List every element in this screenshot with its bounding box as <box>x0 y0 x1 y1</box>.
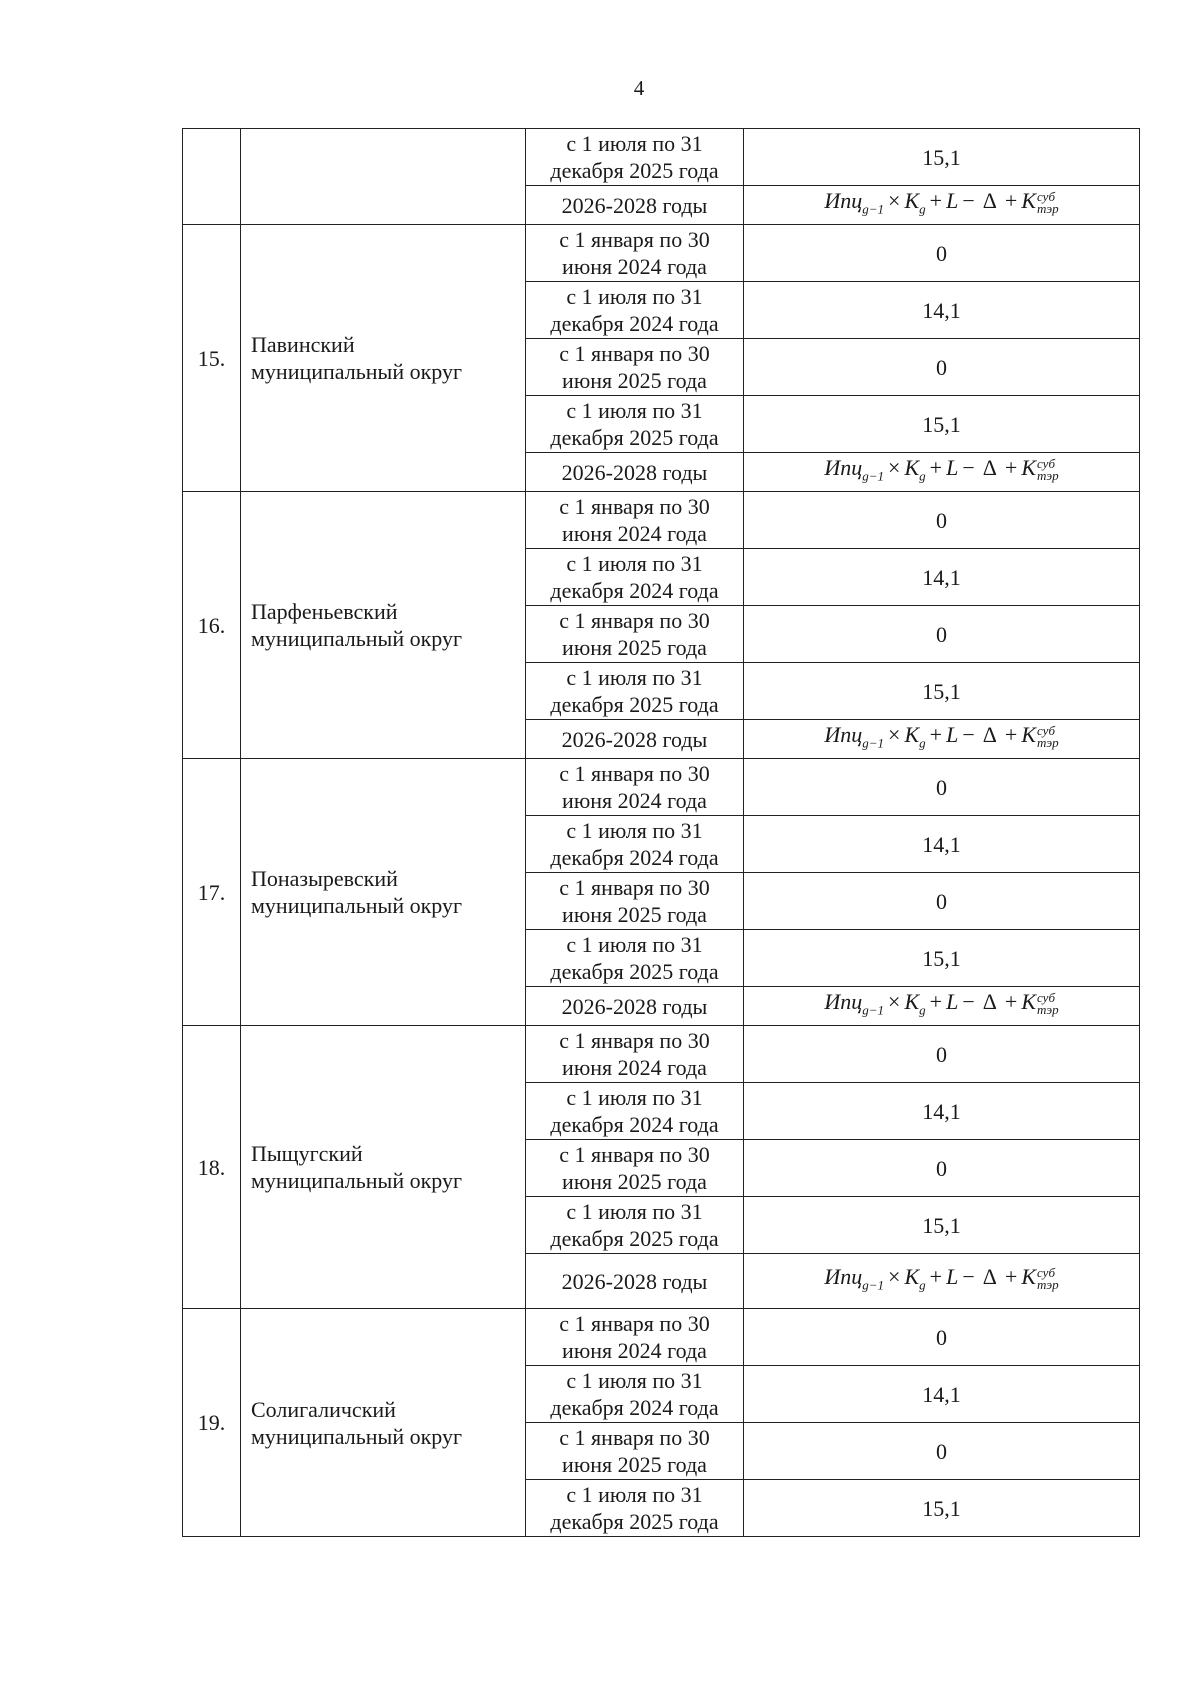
formula-scripts <box>1037 191 1059 215</box>
period-cell <box>526 1480 744 1537</box>
formula-part: + <box>1004 188 1018 214</box>
district-number-text: 15. <box>197 345 226 371</box>
district-name <box>241 1026 526 1309</box>
formula-scripts <box>1037 725 1059 749</box>
period-line: 2026-2028 годы <box>561 993 708 1019</box>
value-text: 15,1 <box>922 1212 961 1238</box>
formula-sup: суб <box>1037 189 1055 205</box>
district-name-line: Поназыревский <box>251 866 398 891</box>
formula-part: K <box>904 989 920 1015</box>
period-cell <box>526 663 744 720</box>
tariff-table <box>182 128 1140 1537</box>
formula-part: K <box>1021 989 1036 1015</box>
period-line: июня 2025 года <box>562 635 707 660</box>
period-line: июня 2024 года <box>562 788 707 813</box>
period-cell <box>526 396 744 453</box>
formula-part: Ипц <box>824 722 863 748</box>
value-text: 15,1 <box>922 144 961 170</box>
value-text: 14,1 <box>922 831 961 857</box>
value-cell <box>744 759 1140 816</box>
formula-sub: тэр <box>1037 1277 1059 1293</box>
formula-part: + <box>1004 722 1018 748</box>
period-line: июня 2025 года <box>562 902 707 927</box>
formula-part: × <box>888 722 901 748</box>
period-cell <box>526 987 744 1026</box>
value-text: 14,1 <box>922 297 961 323</box>
district-name-line: муниципальный округ <box>251 893 463 918</box>
formula-part: + <box>929 1264 943 1290</box>
period-line: с 1 января по 30 <box>559 1311 710 1336</box>
period-line: с 1 января по 30 <box>559 1425 710 1450</box>
formula-part: L <box>946 1264 959 1290</box>
formula-part: Δ <box>982 989 997 1015</box>
period-line: 2026-2028 годы <box>561 726 708 752</box>
period-line: 2026-2028 годы <box>561 1268 708 1294</box>
period-cell <box>526 606 744 663</box>
value-cell <box>744 225 1140 282</box>
value-cell <box>744 1480 1140 1537</box>
formula-part: Δ <box>982 455 997 481</box>
formula-scripts <box>1037 992 1059 1016</box>
formula-part: Δ <box>982 1264 997 1290</box>
formula-part: − <box>962 1264 975 1290</box>
formula-part: Δ <box>982 188 997 214</box>
district-name-line: муниципальный округ <box>251 626 463 651</box>
value-cell <box>744 396 1140 453</box>
value-text: 0 <box>936 1324 947 1350</box>
formula-part: L <box>946 989 959 1015</box>
period-cell <box>526 1197 744 1254</box>
period-cell <box>526 930 744 987</box>
period-line: с 1 июля по 31 <box>566 551 703 576</box>
value-text: 0 <box>936 1155 947 1181</box>
district-number <box>183 759 241 1026</box>
formula-part: K <box>904 1264 920 1290</box>
formula-part: L <box>946 188 959 214</box>
period-line: с 1 января по 30 <box>559 341 710 366</box>
formula-part: Ипц <box>824 989 863 1015</box>
period-cell <box>526 759 744 816</box>
formula-part: − <box>962 722 975 748</box>
period-cell <box>526 492 744 549</box>
formula-part: g <box>919 735 926 751</box>
value-cell <box>744 1026 1140 1083</box>
period-line: июня 2024 года <box>562 1055 707 1080</box>
district-name-line: Пыщугский <box>251 1141 363 1166</box>
index-formula <box>824 989 1059 1018</box>
formula-sub: тэр <box>1037 201 1059 217</box>
value-text: 0 <box>936 507 947 533</box>
period-line: с 1 июля по 31 <box>566 398 703 423</box>
formula-part: + <box>1004 989 1018 1015</box>
value-text: 14,1 <box>922 564 961 590</box>
value-cell <box>744 453 1140 492</box>
formula-part: K <box>1021 1264 1036 1290</box>
district-name <box>241 1309 526 1537</box>
index-formula <box>824 1264 1059 1293</box>
district-name-line: муниципальный округ <box>251 1168 463 1193</box>
formula-part: + <box>929 455 943 481</box>
formula-sub: тэр <box>1037 1002 1059 1018</box>
period-line: с 1 января по 30 <box>559 494 710 519</box>
formula-part: g−1 <box>862 468 885 484</box>
formula-sup: суб <box>1037 723 1055 739</box>
formula-part: K <box>1021 455 1036 481</box>
period-line: с 1 июля по 31 <box>566 1482 703 1507</box>
district-name <box>241 225 526 492</box>
formula-part: × <box>888 1264 901 1290</box>
value-cell <box>744 282 1140 339</box>
value-cell <box>744 930 1140 987</box>
district-number-text: 16. <box>197 612 226 638</box>
period-line: с 1 января по 30 <box>559 608 710 633</box>
district-number-text: 18. <box>197 1154 226 1180</box>
district-name-line: Парфеньевский <box>251 599 398 624</box>
district-number <box>183 129 241 225</box>
formula-part: g−1 <box>862 1277 885 1293</box>
period-cell <box>526 720 744 759</box>
value-cell <box>744 1309 1140 1366</box>
formula-part: + <box>929 188 943 214</box>
period-cell <box>526 1083 744 1140</box>
period-cell <box>526 1026 744 1083</box>
value-cell <box>744 1197 1140 1254</box>
period-line: июня 2025 года <box>562 1452 707 1477</box>
district-number-text: 17. <box>197 879 226 905</box>
table-row <box>183 1026 1140 1083</box>
formula-scripts <box>1037 1267 1059 1291</box>
value-cell <box>744 1140 1140 1197</box>
value-text: 0 <box>936 774 947 800</box>
period-cell <box>526 1140 744 1197</box>
value-cell <box>744 606 1140 663</box>
value-cell <box>744 1366 1140 1423</box>
formula-part: g <box>919 468 926 484</box>
district-name-line: муниципальный округ <box>251 359 463 384</box>
table-row <box>183 492 1140 549</box>
period-cell <box>526 1254 744 1309</box>
period-line: декабря 2024 года <box>550 311 719 336</box>
period-line: декабря 2025 года <box>550 1226 719 1251</box>
formula-sub: тэр <box>1037 468 1059 484</box>
period-line: декабря 2025 года <box>550 692 719 717</box>
value-cell <box>744 1083 1140 1140</box>
period-cell <box>526 1366 744 1423</box>
formula-part: K <box>904 455 920 481</box>
district-name-line: муниципальный округ <box>251 1423 463 1449</box>
value-text: 14,1 <box>922 1098 961 1124</box>
formula-part: − <box>962 989 975 1015</box>
value-cell <box>744 339 1140 396</box>
period-line: с 1 июля по 31 <box>566 818 703 843</box>
value-cell <box>744 1423 1140 1480</box>
value-text: 14,1 <box>922 1381 961 1407</box>
formula-part: Ипц <box>824 188 863 214</box>
value-cell <box>744 720 1140 759</box>
value-cell <box>744 492 1140 549</box>
period-line: с 1 июля по 31 <box>566 1199 703 1224</box>
formula-sup: суб <box>1037 456 1055 472</box>
value-cell <box>744 186 1140 225</box>
period-line: декабря 2024 года <box>550 1395 719 1420</box>
page-number: 4 <box>633 76 645 100</box>
district-name <box>241 492 526 759</box>
period-line: с 1 января по 30 <box>559 1142 710 1167</box>
value-text: 0 <box>936 1438 947 1464</box>
period-line: 2026-2028 годы <box>561 192 708 218</box>
period-cell <box>526 186 744 225</box>
district-name <box>241 129 526 225</box>
formula-part: × <box>888 188 901 214</box>
index-formula <box>824 455 1059 484</box>
formula-sup: суб <box>1037 1265 1055 1281</box>
period-cell <box>526 453 744 492</box>
period-cell <box>526 1309 744 1366</box>
table-row <box>183 225 1140 282</box>
index-formula <box>824 188 1059 217</box>
period-line: декабря 2024 года <box>550 845 719 870</box>
period-line: 2026-2028 годы <box>561 459 708 485</box>
formula-part: + <box>1004 1264 1018 1290</box>
district-name-line: Солигаличский <box>251 1396 396 1422</box>
formula-part: g−1 <box>862 1002 885 1018</box>
formula-part: × <box>888 989 901 1015</box>
period-line: июня 2025 года <box>562 368 707 393</box>
value-text: 15,1 <box>922 945 961 971</box>
period-line: июня 2024 года <box>562 521 707 546</box>
period-cell <box>526 282 744 339</box>
period-line: с 1 января по 30 <box>559 1028 710 1053</box>
formula-part: g <box>919 1002 926 1018</box>
formula-sub: тэр <box>1037 735 1059 751</box>
period-line: декабря 2024 года <box>550 1112 719 1137</box>
value-text: 0 <box>936 888 947 914</box>
district-number <box>183 1309 241 1537</box>
value-text: 0 <box>936 354 947 380</box>
district-number <box>183 492 241 759</box>
period-cell <box>526 225 744 282</box>
period-cell <box>526 339 744 396</box>
period-line: декабря 2025 года <box>550 158 719 183</box>
value-text: 15,1 <box>922 678 961 704</box>
period-line: июня 2024 года <box>562 1338 707 1363</box>
value-cell <box>744 816 1140 873</box>
value-cell <box>744 873 1140 930</box>
period-line: с 1 июля по 31 <box>566 284 703 309</box>
district-name <box>241 759 526 1026</box>
table-row <box>183 759 1140 816</box>
period-cell <box>526 873 744 930</box>
formula-part: Δ <box>982 722 997 748</box>
formula-part: − <box>962 455 975 481</box>
period-line: с 1 июля по 31 <box>566 1368 703 1393</box>
formula-sup: суб <box>1037 990 1055 1006</box>
district-number <box>183 1026 241 1309</box>
district-number-text: 19. <box>197 1410 226 1435</box>
period-line: с 1 января по 30 <box>559 875 710 900</box>
formula-part: g−1 <box>862 201 885 217</box>
value-text: 15,1 <box>922 411 961 437</box>
formula-part: − <box>962 188 975 214</box>
formula-part: K <box>904 188 920 214</box>
formula-part: g <box>919 201 926 217</box>
formula-part: + <box>929 722 943 748</box>
period-line: с 1 июля по 31 <box>566 932 703 957</box>
period-line: с 1 июля по 31 <box>566 131 703 156</box>
value-text: 0 <box>936 1041 947 1067</box>
formula-part: Ипц <box>824 1264 863 1290</box>
period-line: декабря 2025 года <box>550 1509 719 1534</box>
formula-part: g−1 <box>862 735 885 751</box>
formula-part: K <box>1021 722 1036 748</box>
value-cell <box>744 1254 1140 1309</box>
period-line: декабря 2025 года <box>550 959 719 984</box>
formula-part: Ипц <box>824 455 863 481</box>
value-cell <box>744 129 1140 186</box>
table-row <box>183 1309 1140 1366</box>
value-cell <box>744 987 1140 1026</box>
value-text: 15,1 <box>922 1495 961 1521</box>
period-line: с 1 июля по 31 <box>566 665 703 690</box>
formula-part: K <box>1021 188 1036 214</box>
district-name-line: Павинский <box>251 332 355 357</box>
period-line: с 1 января по 30 <box>559 761 710 786</box>
formula-part: g <box>919 1277 926 1293</box>
index-formula <box>824 722 1059 751</box>
period-line: декабря 2024 года <box>550 578 719 603</box>
period-line: июня 2025 года <box>562 1169 707 1194</box>
formula-part: + <box>929 989 943 1015</box>
period-cell <box>526 129 744 186</box>
formula-part: K <box>904 722 920 748</box>
value-text: 0 <box>936 240 947 266</box>
period-line: июня 2024 года <box>562 254 707 279</box>
formula-part: L <box>946 455 959 481</box>
period-cell <box>526 816 744 873</box>
formula-part: + <box>1004 455 1018 481</box>
formula-part: × <box>888 455 901 481</box>
district-number <box>183 225 241 492</box>
period-line: с 1 января по 30 <box>559 227 710 252</box>
period-cell <box>526 1423 744 1480</box>
period-cell <box>526 549 744 606</box>
value-cell <box>744 549 1140 606</box>
formula-scripts <box>1037 458 1059 482</box>
formula-part: L <box>946 722 959 748</box>
table-row <box>183 129 1140 186</box>
value-cell <box>744 663 1140 720</box>
period-line: декабря 2025 года <box>550 425 719 450</box>
period-line: с 1 июля по 31 <box>566 1085 703 1110</box>
value-text: 0 <box>936 621 947 647</box>
